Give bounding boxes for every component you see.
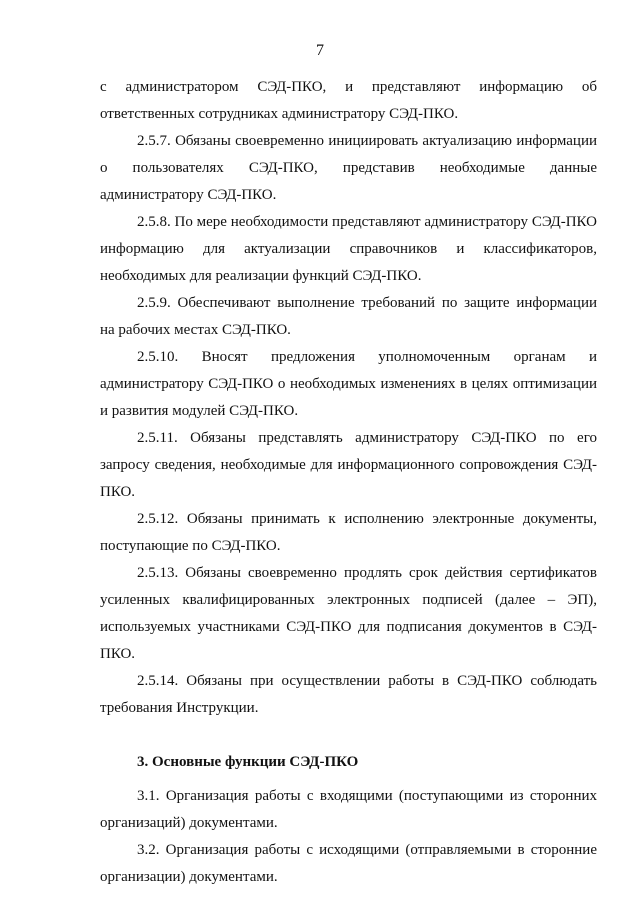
paragraph-continuation: с администратором СЭД-ПКО, и представляют информацию об ответственных сотрудниках администратору СЭД-ПКО. — [100, 79, 597, 122]
paragraph-2-5-14: 2.5.14. Обязаны при осуществлении работы в СЭД-ПКО соблюдать требования Инструкции. — [100, 673, 597, 716]
paragraph-2-5-8: 2.5.8. По мере необходимости представляют администратору СЭД-ПКО информацию для актуализации справочников и классификаторов, необходимых для реализации функций СЭД-ПКО. — [100, 214, 597, 284]
paragraph-3-2: 3.2. Организация работы с исходящими (отправляемыми в сторонние организации) документами. — [100, 842, 597, 885]
paragraph-3-1: 3.1. Организация работы с входящими (поступающими из сторонних организаций) документами. — [100, 788, 597, 831]
page-number: 7 — [316, 42, 324, 59]
section-heading: 3. Основные функции СЭД-ПКО — [137, 754, 359, 770]
paragraph-2-5-7: 2.5.7. Обязаны своевременно инициировать актуализацию информации о пользователях СЭД-ПКО, представив необходимые данные администратору СЭД-ПКО. — [100, 133, 597, 203]
paragraph-2-5-11: 2.5.11. Обязаны представлять администратору СЭД-ПКО по его запросу сведения, необходимые для информационного сопровождения СЭД-ПКО. — [100, 430, 597, 500]
document-body — [100, 74, 597, 891]
paragraph-2-5-9: 2.5.9. Обеспечивают выполнение требований по защите информации на рабочих местах СЭД-ПКО. — [100, 295, 597, 338]
paragraph-2-5-12: 2.5.12. Обязаны принимать к исполнению электронные документы, поступающие по СЭД-ПКО. — [100, 511, 597, 554]
paragraph-2-5-13: 2.5.13. Обязаны своевременно продлять срок действия сертификатов усиленных квалифицированных электронных подписей (далее – ЭП), используемых участниками СЭД-ПКО для подписания документов в СЭД-ПКО. — [100, 565, 597, 662]
paragraph-2-5-10: 2.5.10. Вносят предложения уполномоченным органам и администратору СЭД-ПКО о необходимых изменениях в целях оптимизации и развития модулей СЭД-ПКО. — [100, 349, 597, 419]
